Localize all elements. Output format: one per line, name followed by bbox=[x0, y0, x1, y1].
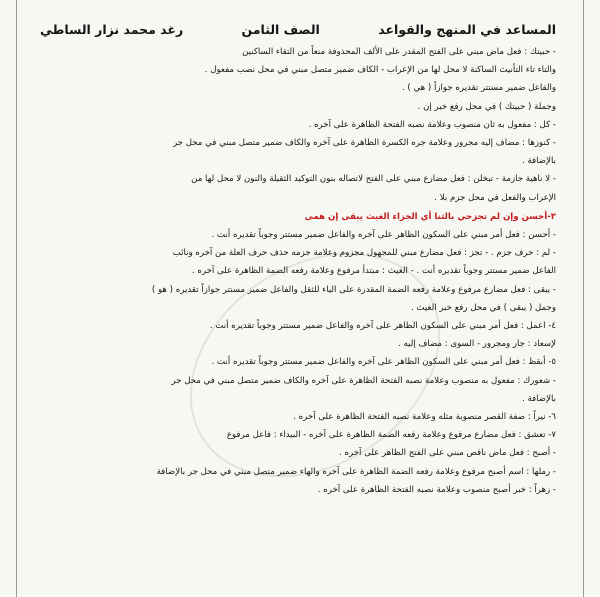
grammar-line: الفاعل ضمير مستتر وجوباً تقديره أنت . - الغيث : مبتدأ مرفوع وعلامة رفعه الضمة الظاهرة على آخره . bbox=[191, 266, 556, 277]
grammar-line: - كنوزها : مضاف إليه مجرور وعلامة جره الكسرة الظاهرة على آخره والكاف ضمير متصل مبني في محل جر bbox=[172, 138, 556, 149]
right-border-line bbox=[583, 0, 584, 597]
grammar-line: - أصبح : فعل ماض ناقص مبني على الفتح الظاهر على آخره . bbox=[339, 448, 556, 459]
page-header bbox=[40, 22, 556, 37]
left-border-line bbox=[16, 0, 17, 597]
grammar-line: - كل : مفعول به ثان منصوب وعلامة نصبه الفتحة الظاهرة على آخره . bbox=[308, 119, 556, 130]
grammar-line: ٦- نيراً : صفة القصر منصوبة مثله وعلامة نصبه الفتحة الظاهرة على آخره . bbox=[293, 412, 556, 423]
grammar-content bbox=[40, 43, 556, 499]
grammar-line: ٧- تعشق : فعل مضارع مرفوع وعلامة رفعه الضمة الظاهرة على آخره - البيداء : فاعل مرفوع bbox=[226, 430, 556, 441]
grammar-line: - لا ناهية جازمة - تبخلن : فعل مضارع مبني على الفتح لاتصاله بنون التوكيد الثقيلة والنون لا محل لها من bbox=[191, 174, 556, 185]
grade-label: الصف الثامن bbox=[241, 22, 320, 37]
grammar-line: - يبقى : فعل مضارع مرفوع وعلامة رفعه الضمة المقدرة على الياء للثقل والفاعل ضمير مستتر جوازاً تقديره ( هو ) bbox=[151, 284, 556, 295]
grammar-line: - زهراً : خبر أصبح منصوب وعلامة نصبه الفتحة الظاهرة على آخره . bbox=[317, 484, 556, 495]
grammar-line: - أحسن : فعل أمر مبني على السكون الظاهر على آخره والفاعل ضمير مستتر وجوباً تقديره أنت . bbox=[211, 230, 556, 241]
grammar-line: والتاء تاء التأنيث الساكنة لا محل لها من الإعراب - الكاف ضمير متصل مبني في محل نصب مفعول . bbox=[204, 65, 556, 76]
author-name: رغد محمد نزار الساطي bbox=[40, 22, 184, 37]
grammar-line: وجمل ( يبقى ) في محل رفع خبر الغيث . bbox=[410, 302, 556, 313]
verse-heading: ٣-أحسن وإن لم تجزحي بالثنا أي الجزاء الغيث يبقى إن همى bbox=[304, 211, 556, 222]
grammar-line: والفاعل ضمير مستتر تقديره جوازاً ( هي ) . bbox=[401, 83, 556, 94]
grammar-line: لإسعاد : جار ومجرور - السوى : مضاف إليه . bbox=[398, 339, 556, 350]
grammar-line: وجملة ( حبيتك ) في محل رفع خبر إن . bbox=[417, 101, 556, 112]
grammar-line: بالإضافة . bbox=[521, 393, 556, 404]
grammar-line: - شعورك : مفعول به منصوب وعلامة نصبه الفتحة الظاهرة على آخره والكاف ضمير متصل مبني في محل جر bbox=[171, 375, 556, 386]
grammar-line: الإعراب والفعل في محل جزم بلا . bbox=[434, 192, 556, 203]
grammar-line: ٥- أبقظ : فعل أمر مبني على السكون الظاهر على آخره والفاعل ضمير مستتر وجوباً تقديره أنت . bbox=[211, 357, 556, 368]
subject-title: المساعد في المنهج والقواعد bbox=[378, 22, 556, 37]
grammar-line: ٤- اعمل : فعل أمر مبني على السكون الظاهر على آخره والفاعل ضمير مستتر وجوباً تقديره أنت . bbox=[209, 321, 556, 332]
grammar-line: - رملها : اسم أصبح مرفوع وعلامة رفعه الضمة الظاهرة على آخره والهاء ضمير متصل مبني في محل جر بالإضافة bbox=[156, 466, 556, 477]
grammar-line: بالإضافة . bbox=[521, 156, 556, 167]
grammar-line: - حبيتك : فعل ماض مبني على الفتح المقدر على الألف المحذوفة منعاً من التقاء الساكنين bbox=[242, 47, 556, 57]
grammar-line: - لم : حرف جزم . - تجز : فعل مضارع مبني للمجهول مجزوم وعلامة جزمه حذف حرف العلة من آخره ونائب bbox=[172, 248, 556, 259]
